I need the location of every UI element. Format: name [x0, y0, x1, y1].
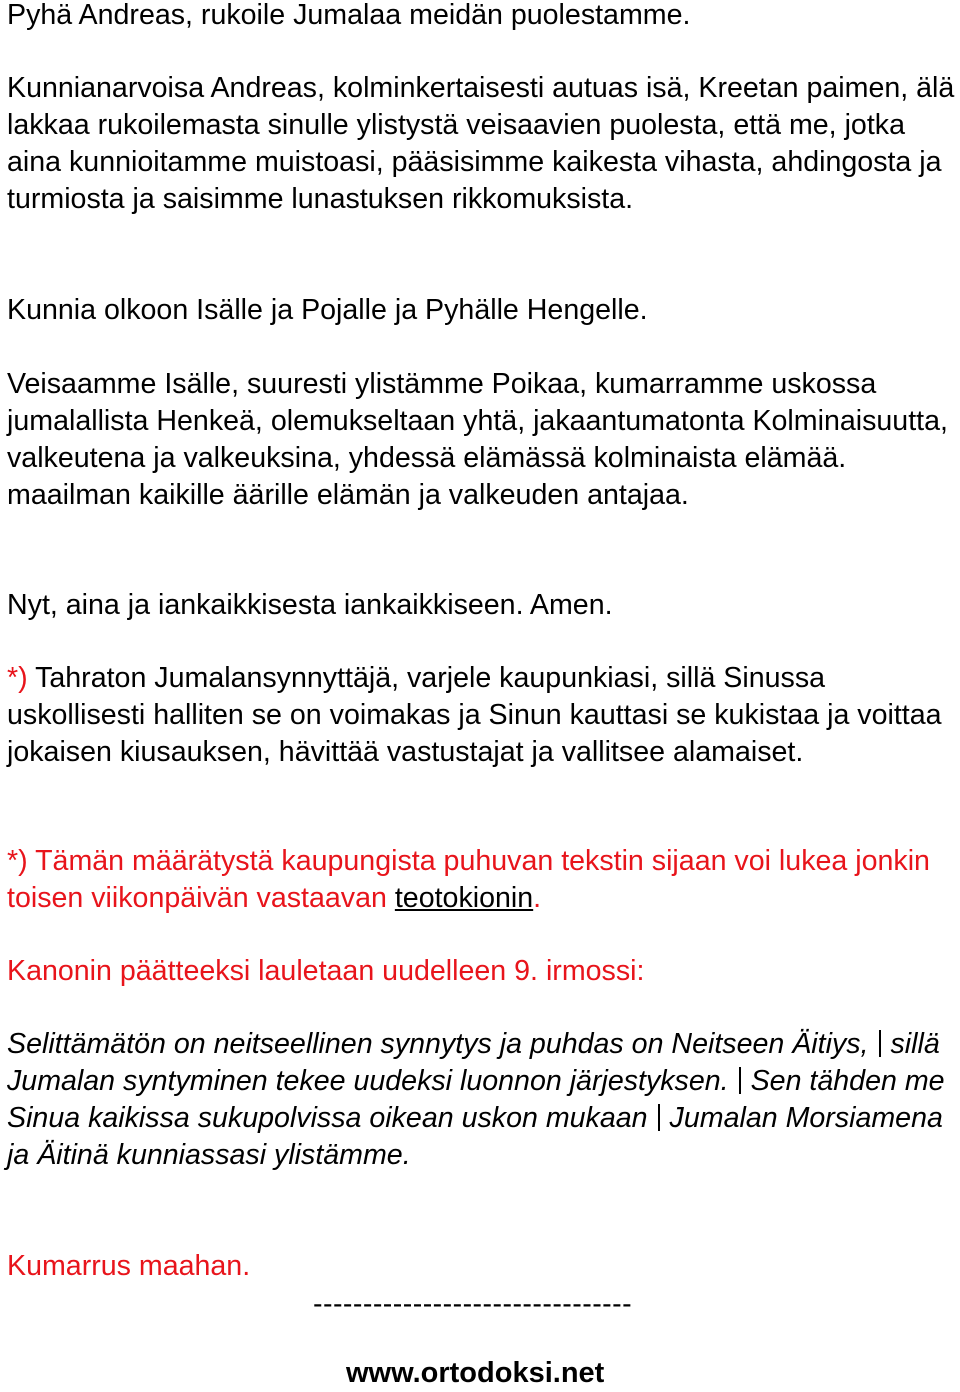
verse-separator — [658, 1104, 660, 1131]
footnote-paragraph — [7, 843, 957, 917]
irmos-part-2: sillä Jumalan syntyminen tekee uudeksi luonnon järjestyksen. — [7, 1028, 940, 1097]
theotokion-text: Tahraton Jumalansynnyttäjä, varjele kaupunkiasi, sillä Sinussa uskollisesti halliten se on voimakas ja Sinun kauttasi se kukistaa ja voittaa jokaisen kiusauksen, hävittää vastustajat ja vallitsee alamaiset. — [7, 662, 942, 768]
theotokion-paragraph — [7, 660, 957, 771]
irmos-part-3: Sen tähden me Sinua kaikissa sukupolvissa oikean uskon mukaan — [7, 1065, 945, 1134]
irmos-part-4: Jumalan Morsiamena ja Äitinä kunniassasi ylistämme. — [7, 1102, 943, 1171]
verse-separator — [879, 1030, 881, 1057]
prayer-line: Pyhä Andreas, rukoile Jumalaa meidän puolestamme. — [7, 0, 691, 31]
theotokion-link[interactable]: teotokionin — [394, 882, 534, 914]
irmos-part-1: Selittämätön on neitseellinen synnytys ja puhdas on Neitseen Äitiys, — [7, 1028, 869, 1060]
now-and-ever-line: Nyt, aina ja iankaikkisesta iankaikkiseen. Amen. — [7, 589, 613, 621]
footnote-text: *) Tämän määrätystä kaupungista puhuvan tekstin sijaan voi lukea jonkin toisen viikonpäivän vastaavan — [7, 845, 930, 914]
footnote-marker: *) — [7, 662, 28, 694]
website-footer: www.ortodoksi.net — [346, 1357, 605, 1389]
bow-rubric: Kumarrus maahan. — [7, 1250, 251, 1282]
irmos-paragraph — [7, 1026, 957, 1174]
separator-line: -------------------------------- — [313, 1288, 633, 1320]
glory-line: Kunnia olkoon Isälle ja Pojalle ja Pyhälle Hengelle. — [7, 294, 648, 326]
verse-separator — [739, 1067, 741, 1094]
trinity-paragraph: Veisaamme Isälle, suuresti ylistämme Poikaa, kumarramme uskossa jumalallista Henkeä, olemukseltaan yhtä, jakaantumatonta Kolminaisuutta, valkeutena ja valkeuksina, yhdessä elämässä kolminaista elämää. maailman kaikille äärille elämän ja valkeuden antajaa. — [7, 368, 948, 511]
canon-rubric: Kanonin päätteeksi lauletaan uudelleen 9. irmossi: — [7, 955, 645, 987]
footnote-end: . — [533, 882, 542, 914]
andreas-paragraph: Kunnianarvoisa Andreas, kolminkertaisesti autuas isä, Kreetan paimen, älä lakkaa rukoilemasta sinulle ylistystä veisaavien puolesta, että me, jotka aina kunnioitamme muistoasi, pääsisimme kaikesta vihasta, ahdingosta ja turmiosta ja saisimme lunastuksen rikkomuksista. — [7, 72, 955, 215]
